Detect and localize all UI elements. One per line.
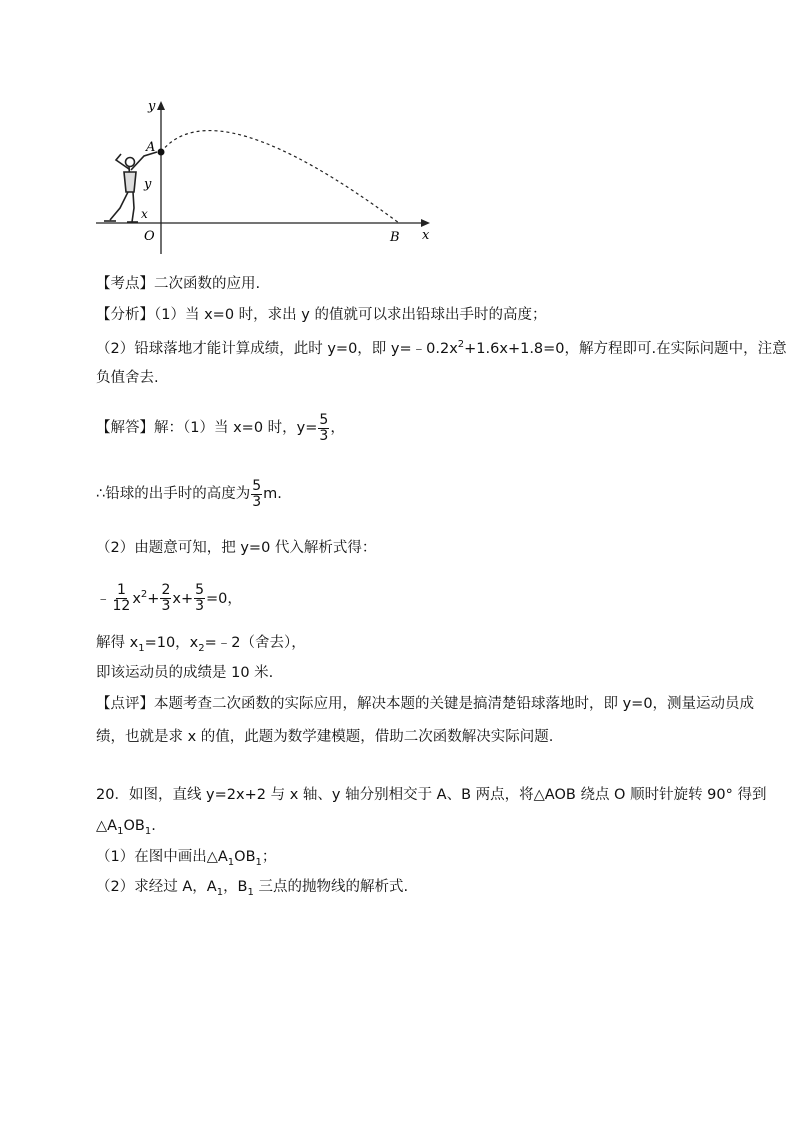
fenxi-tag: 【分析】 xyxy=(96,307,154,323)
fraction-denominator: 3 xyxy=(161,598,171,615)
eq-minus: ﹣ xyxy=(96,590,111,607)
eq-x-plus: x+ xyxy=(172,590,194,607)
problem20-line-2 xyxy=(96,816,156,842)
jieda-tag: 【解答】 xyxy=(96,420,154,436)
jieda-text-2: ∴铅球的出手时的高度为 xyxy=(96,486,251,502)
fraction-two-thirds xyxy=(160,583,171,614)
jieda-text-3: （2）由题意可知，把 y=0 代入解析式得： xyxy=(96,540,377,556)
fraction-numerator: 2 xyxy=(161,582,171,599)
p20-q1-a: （1）在图中画出△A xyxy=(96,849,228,865)
fenxi-line-2 xyxy=(96,335,787,359)
point-b-label: B xyxy=(390,230,400,245)
p20-l2-c: . xyxy=(151,818,156,834)
kaodian-tag: 【考点】 xyxy=(96,276,154,292)
p20-q1-sub1: 1 xyxy=(227,856,235,868)
trajectory-curve xyxy=(161,131,399,223)
origin-label: O xyxy=(144,229,155,244)
jieda-line-3 xyxy=(96,538,376,558)
x-axis-arrow xyxy=(421,219,430,227)
foot-x-label: x xyxy=(141,207,148,221)
fraction-denominator: 3 xyxy=(195,598,205,615)
p20-q2-b: ，B xyxy=(223,879,248,895)
fenxi-line-1 xyxy=(96,305,546,325)
fraction-one-twelfth xyxy=(112,583,132,614)
p20-l2-a: △A xyxy=(96,818,118,834)
sol-text-a: 解得 x xyxy=(96,635,139,651)
eq-end: =0， xyxy=(206,590,242,607)
p20-q1-sub2: 1 xyxy=(255,856,262,868)
p20-q2-sub2: 1 xyxy=(247,886,254,898)
point-a-label: A xyxy=(146,140,156,155)
fenxi-exponent: 2 xyxy=(457,339,465,350)
solution-line xyxy=(96,633,306,659)
p20-q1-c: ； xyxy=(261,849,277,865)
fenxi-text-2b: +1.6x+1.8=0，解方程即可.在实际问题中，注意 xyxy=(464,340,787,357)
jieda-line-2 xyxy=(96,478,282,510)
problem20-q2 xyxy=(96,877,408,903)
p20-q2-c: 三点的抛物线的解析式. xyxy=(253,879,409,895)
dianping-tag: 【点评】 xyxy=(96,696,154,712)
kaodian-line xyxy=(96,274,260,294)
fraction-five-thirds-eq xyxy=(194,583,205,614)
jieda-text-2-end: m. xyxy=(263,486,282,502)
jieda-text-1: 解：（1）当 x=0 时，y= xyxy=(154,420,318,436)
sol-sub-1: 1 xyxy=(138,642,145,654)
problem20-text-1: 20．如图，直线 y=2x+2 与 x 轴、y 轴分别相交于 A、B 两点，将△AOB 绕点 O 顺时针旋转 90° 得到 xyxy=(96,787,767,803)
jieda-text-1-end: ， xyxy=(330,420,345,436)
p20-l2-sub1: 1 xyxy=(117,825,124,837)
p20-q2-a: （2）求经过 A，A xyxy=(96,879,217,895)
point-a-dot xyxy=(158,149,165,156)
dianping-line-1 xyxy=(96,694,754,714)
y-axis-arrow xyxy=(157,101,165,110)
problem20-line-1 xyxy=(96,785,767,805)
sol-text-c: =﹣2（舍去）， xyxy=(204,635,306,651)
jieda-line-1 xyxy=(96,412,345,444)
kaodian-text: 二次函数的应用. xyxy=(154,276,261,292)
sol-sub-2: 2 xyxy=(198,642,205,654)
fraction-numerator: 5 xyxy=(252,477,262,494)
eq-plus: + xyxy=(147,590,160,607)
fraction-denominator: 12 xyxy=(112,598,131,615)
p20-l2-b: OB xyxy=(123,818,145,834)
problem20-q1 xyxy=(96,847,276,873)
fraction-five-thirds xyxy=(318,413,329,444)
fraction-numerator: 1 xyxy=(116,582,126,599)
trajectory-figure xyxy=(94,96,444,266)
y-axis-label: y xyxy=(148,99,156,114)
fraction-numerator: 5 xyxy=(195,582,205,599)
dianping-text-2: 绩，也就是求 x 的值，此题为数学建模题，借助二次函数解决实际问题. xyxy=(96,729,554,745)
x-axis-label: x xyxy=(422,228,430,243)
fenxi-text-2a: （2）铅球落地才能计算成绩，此时 y=0，即 y=﹣0.2x xyxy=(96,340,458,357)
p20-q2-sub1: 1 xyxy=(216,886,224,898)
fraction-denominator: 3 xyxy=(252,493,262,510)
sol-text-b: =10，x xyxy=(144,635,199,651)
equation-line xyxy=(96,578,242,616)
height-label: y xyxy=(144,177,152,192)
dianping-text-1: 本题考查二次函数的实际应用，解决本题的关键是搞清楚铅球落地时，即 y=0，测量运动员成 xyxy=(154,696,755,712)
p20-q1-b: OB xyxy=(234,849,256,865)
jieda-text-6: 即该运动员的成绩是 10 米. xyxy=(96,665,274,681)
eq-x-squared: x xyxy=(132,590,141,607)
fraction-denominator: 3 xyxy=(319,427,329,444)
eq-exponent: 2 xyxy=(140,589,148,600)
fenxi-line-3 xyxy=(96,368,159,388)
fraction-five-thirds-height xyxy=(251,479,262,510)
fenxi-text-1: （1）当 x=0 时，求出 y 的值就可以求出铅球出手时的高度； xyxy=(154,307,547,323)
fraction-numerator: 5 xyxy=(319,411,329,428)
p20-l2-sub2: 1 xyxy=(144,825,152,837)
fenxi-text-3: 负值舍去. xyxy=(96,370,159,386)
jieda-line-6 xyxy=(96,663,273,683)
dianping-line-2 xyxy=(96,727,553,747)
